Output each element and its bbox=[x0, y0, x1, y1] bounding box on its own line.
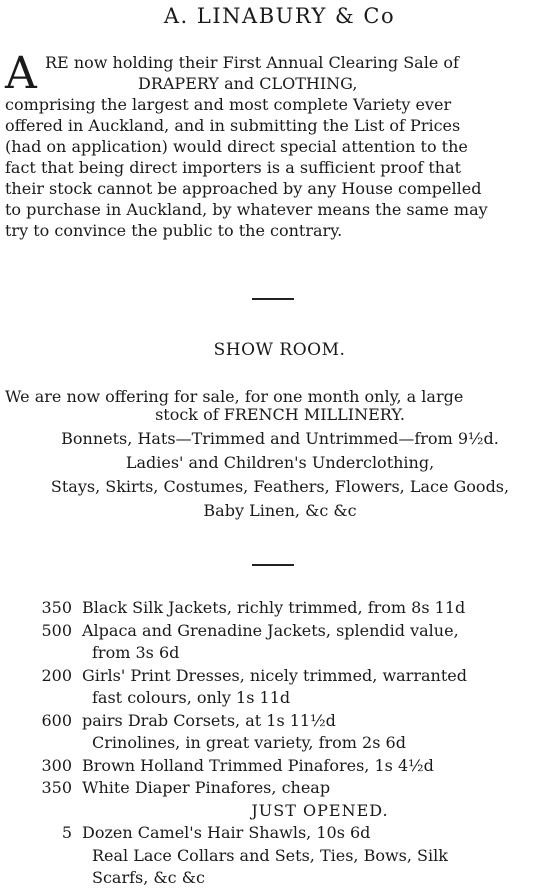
list-item bbox=[5, 597, 555, 620]
drop-cap: A bbox=[5, 48, 37, 99]
list-item bbox=[5, 777, 555, 800]
intro-line: try to convince the public to the contrary. bbox=[5, 221, 343, 240]
offer-line: Stays, Skirts, Costumes, Feathers, Flowers, Lace Goods, bbox=[50, 477, 510, 496]
page-title: A. LINABURY & Co bbox=[163, 4, 396, 28]
just-opened-heading: JUST OPENED. bbox=[251, 800, 389, 820]
item-quantity: 200 bbox=[41, 665, 72, 685]
item-quantity: 500 bbox=[41, 620, 72, 640]
list-item bbox=[5, 755, 555, 778]
item-quantity: 350 bbox=[41, 598, 72, 617]
item-description-continued: Real Lace Collars and Sets, Ties, Bows, Silk bbox=[92, 845, 448, 865]
item-description-continued: from 3s 6d bbox=[92, 643, 180, 662]
item-description-continued: fast colours, only 1s 11d bbox=[92, 688, 291, 707]
list-item bbox=[5, 710, 555, 733]
offer-line: We are now offering for sale, for one month only, a large bbox=[5, 387, 464, 406]
price-list bbox=[5, 597, 555, 890]
item-quantity: 5 bbox=[61, 823, 72, 842]
intro-line: fact that being direct importers is a sufficient proof that bbox=[5, 158, 462, 177]
list-item bbox=[5, 620, 555, 643]
intro-paragraph bbox=[5, 48, 553, 241]
section-divider bbox=[252, 298, 294, 300]
item-description-continued: Crinolines, in great variety, from 2s 6d bbox=[92, 733, 406, 752]
item-description: Brown Holland Trimmed Pinafores, 1s 4½d bbox=[82, 755, 434, 775]
showroom-heading: SHOW ROOM. bbox=[213, 340, 346, 360]
item-description: White Diaper Pinafores, cheap bbox=[82, 778, 331, 797]
item-description: pairs Drab Corsets, at 1s 11½d bbox=[82, 710, 336, 730]
offer-line: Baby Linen, &c &c bbox=[203, 501, 357, 520]
intro-line: comprising the largest and most complete Variety ever bbox=[5, 95, 452, 114]
offer-line: Bonnets, Hats—Trimmed and Untrimmed—from 9½d. bbox=[61, 429, 499, 448]
section-divider bbox=[252, 564, 294, 566]
intro-line: their stock cannot be approached by any House compelled bbox=[5, 179, 482, 198]
list-item bbox=[5, 665, 555, 688]
item-description: Black Silk Jackets, richly trimmed, from 8s 11d bbox=[82, 598, 466, 617]
item-description: Girls' Print Dresses, nicely trimmed, warranted bbox=[82, 665, 467, 685]
intro-line: to purchase in Auckland, by whatever means the same may bbox=[5, 200, 488, 219]
intro-line: offered in Auckland, and in submitting the List of Prices bbox=[5, 116, 461, 135]
intro-line: DRAPERY and CLOTHING, bbox=[138, 74, 358, 93]
item-description-continued: Scarfs, &c &c bbox=[92, 868, 205, 887]
item-quantity: 350 bbox=[41, 778, 72, 797]
offer-line: Ladies' and Children's Underclothing, bbox=[125, 453, 435, 472]
intro-line: RE now holding their First Annual Clearing Sale of bbox=[45, 53, 459, 72]
list-item bbox=[5, 822, 555, 845]
showroom-offer bbox=[5, 385, 555, 523]
item-description: Dozen Camel's Hair Shawls, 10s 6d bbox=[82, 823, 371, 842]
offer-line: stock of FRENCH MILLINERY. bbox=[155, 405, 405, 424]
item-quantity: 600 bbox=[41, 710, 72, 730]
intro-line: (had on application) would direct special attention to the bbox=[5, 137, 468, 156]
item-quantity: 300 bbox=[41, 755, 72, 775]
item-description: Alpaca and Grenadine Jackets, splendid value, bbox=[82, 620, 459, 640]
